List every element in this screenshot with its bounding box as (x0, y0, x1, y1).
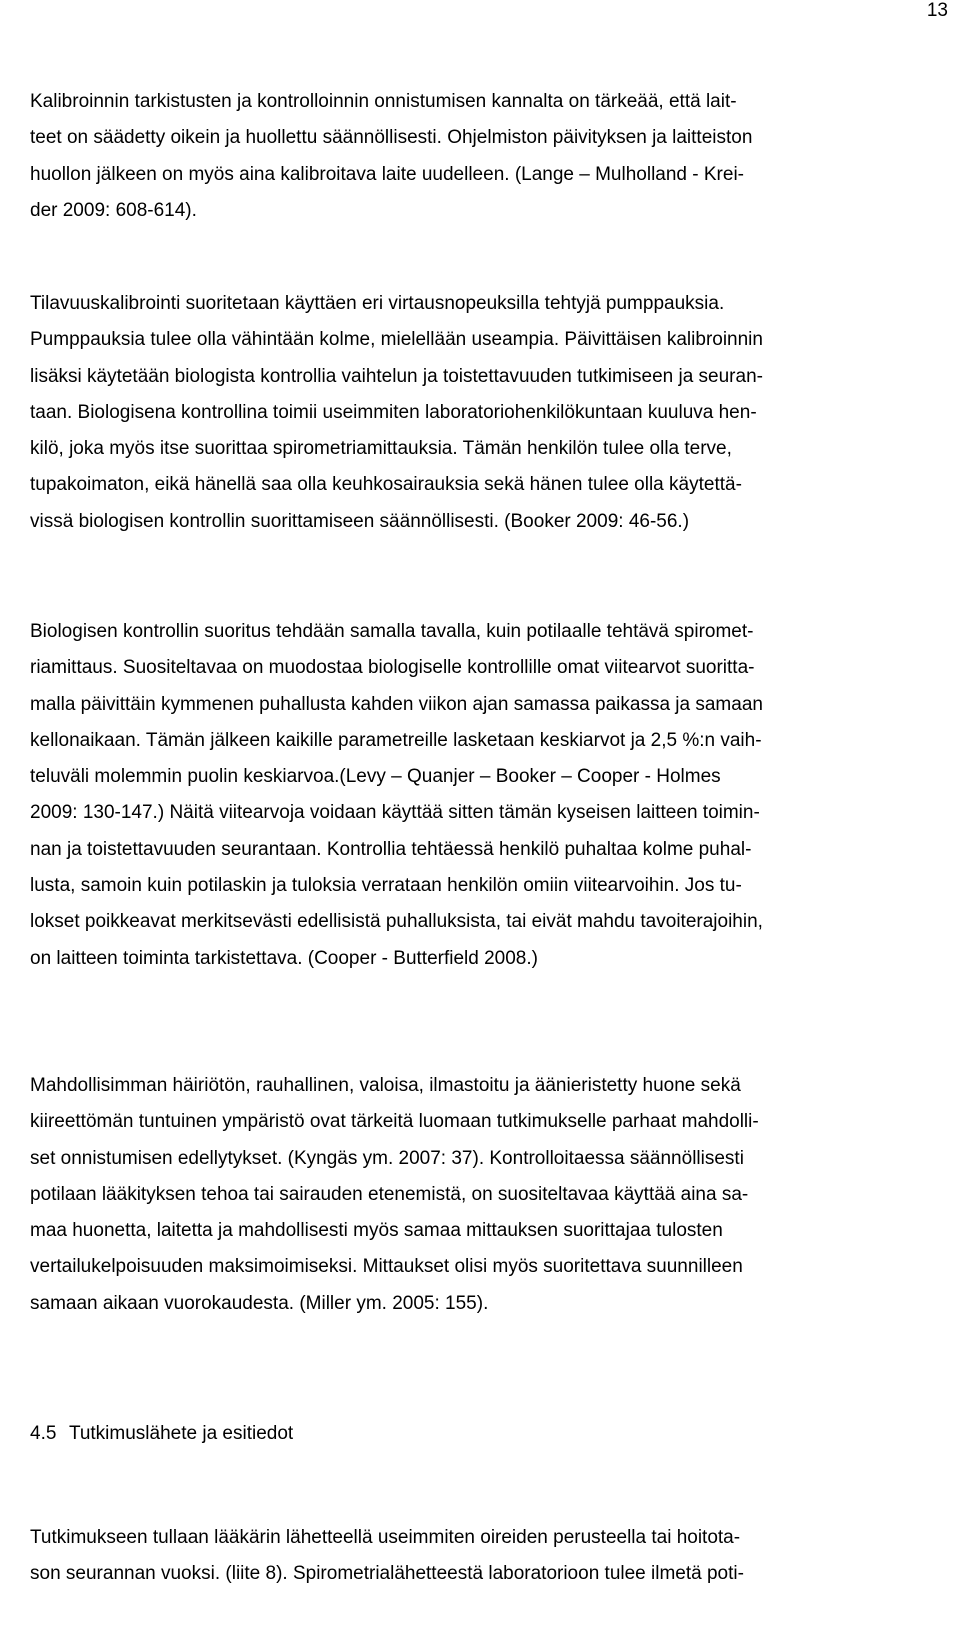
paragraph-referral (30, 1520, 925, 1593)
text-line: malla päivittäin kymmenen puhallusta kahden viikon ajan samassa paikassa ja samaan (30, 693, 763, 715)
text-line: taan. Biologisena kontrollina toimii useimmiten laboratoriohenkilökuntaan kuuluva hen- (30, 401, 757, 423)
text-line: Pumppauksia tulee olla vähintään kolme, mielellään useampia. Päivittäisen kalibroinnin (30, 329, 763, 351)
text-line: kiireettömän tuntuinen ympäristö ovat tärkeitä luomaan tutkimukselle parhaat mahdolli- (30, 1111, 759, 1133)
text-line: tupakoimaton, eikä hänellä saa olla keuhkosairauksia sekä hänen tulee olla käytettä- (30, 474, 742, 496)
text-line: Mahdollisimman häiriötön, rauhallinen, valoisa, ilmastoitu ja äänieristetty huone sekä (30, 1075, 741, 1096)
text-line: vissä biologisen kontrollin suorittamiseen säännöllisesti. (Booker 2009: 46-56.) (30, 510, 690, 532)
section-title: Tutkimuslähete ja esitiedot (68, 1423, 294, 1444)
text-line: teluväli molemmin puolin keskiarvoa.(Levy – Quanjer – Booker – Cooper - Holmes (30, 766, 721, 788)
text-line: Kalibroinnin tarkistusten ja kontrolloinnin onnistumisen kannalta on tärkeää, että lait- (30, 91, 737, 112)
text-line: son seurannan vuoksi. (liite 8). Spirometrialähetteestä laboratorioon tulee ilmetä poti- (30, 1563, 744, 1585)
text-line: kilö, joka myös itse suorittaa spirometriamittauksia. Tämän henkilön tulee olla terve, (30, 438, 732, 460)
section-heading (30, 1416, 293, 1452)
paragraph-biological-control (30, 614, 925, 977)
paragraph-calibration-checks (30, 84, 925, 229)
text-line: riamittaus. Suositeltavaa on muodostaa biologiselle kontrollille omat viitearvot suoritta- (30, 657, 755, 679)
text-line: samaan aikaan vuorokaudesta. (Miller ym. 2005: 155). (30, 1292, 489, 1314)
text-line: lisäksi käytetään biologista kontrollia vaihtelun ja toistettavuuden tutkimiseen ja seuran- (30, 365, 763, 387)
text-line: Biologisen kontrollin suoritus tehdään samalla tavalla, kuin potilaalle tehtävä spiromet- (30, 621, 754, 642)
paragraph-volume-calibration (30, 286, 925, 540)
paragraph-testing-environment (30, 1068, 925, 1322)
text-line: potilaan lääkityksen tehoa tai sairauden etenemistä, on suositeltavaa käyttää aina sa- (30, 1183, 749, 1205)
text-line: vertailukelpoisuuden maksimoimiseksi. Mittaukset olisi myös suoritettava suunnilleen (30, 1256, 743, 1278)
text-line: maa huonetta, laitetta ja mahdollisesti myös samaa mittauksen suorittajaa tulosten (30, 1220, 723, 1242)
text-line: nan ja toistettavuuden seurantaan. Kontrollia tehtäessä henkilö puhaltaa kolme puhal- (30, 838, 752, 860)
text-line: Tutkimukseen tullaan lääkärin lähetteellä useimmiten oireiden perusteella tai hoitota- (30, 1527, 741, 1548)
text-line: lokset poikkeavat merkitsevästi edellisistä puhalluksista, tai eivät mahdu tavoiterajoihin, (30, 911, 763, 933)
section-number: 4.5 (30, 1423, 57, 1444)
text-line: teet on säädetty oikein ja huollettu säännöllisesti. Ohjelmiston päivityksen ja laitteiston (30, 127, 753, 149)
text-line: set onnistumisen edellytykset. (Kyngäs ym. 2007: 37). Kontrolloitaessa säännöllisesti (30, 1147, 744, 1169)
text-line: kellonaikaan. Tämän jälkeen kaikille parametreille lasketaan keskiarvot ja 2,5 %:n vaih- (30, 729, 762, 751)
text-line: der 2009: 608-614). (30, 199, 197, 221)
text-line: lusta, samoin kuin potilaskin ja tuloksia verrataan henkilön omiin viitearvoihin. Jos tu- (30, 875, 742, 897)
text-line: Tilavuuskalibrointi suoritetaan käyttäen eri virtausnopeuksilla tehtyjä pumppauksia. (30, 293, 725, 314)
text-line: on laitteen toiminta tarkistettava. (Cooper - Butterfield 2008.) (30, 947, 538, 969)
text-line: huollon jälkeen on myös aina kalibroitava laite uudelleen. (Lange – Mulholland - Krei- (30, 163, 744, 185)
page-number: 13 (926, 0, 948, 21)
text-line: 2009: 130-147.) Näitä viitearvoja voidaan käyttää sitten tämän kyseisen laitteen toimin- (30, 802, 760, 824)
